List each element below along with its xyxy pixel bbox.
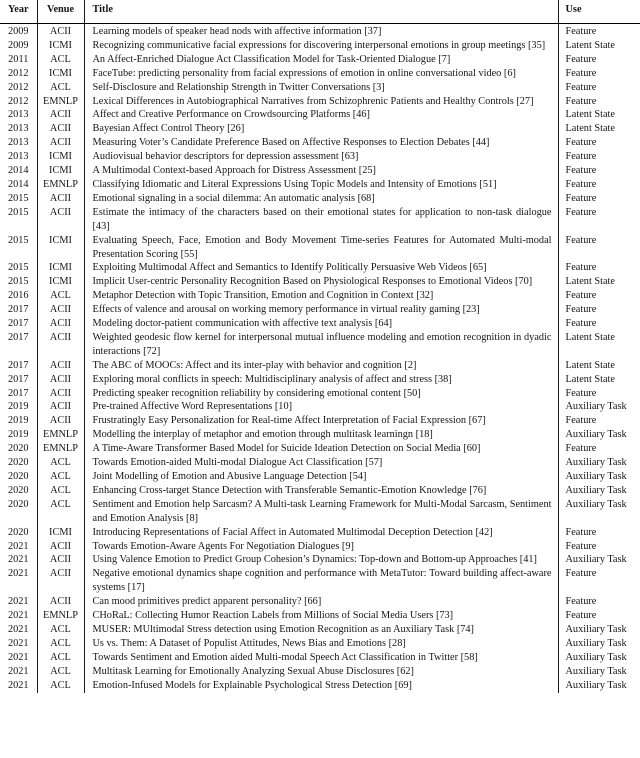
- column-header-year: Year: [0, 0, 37, 24]
- venue-cell: ICMI: [37, 39, 84, 53]
- venue-cell: ACL: [37, 484, 84, 498]
- table-row: [0, 414, 640, 428]
- use-cell: Feature: [565, 443, 597, 455]
- title-cell: Bayesian Affect Control Theory [26]: [84, 122, 558, 136]
- table-row: [0, 39, 640, 53]
- title-cell: Towards Sentiment and Emotion aided Multi-modal Speech Act Classification in Twitter [58]: [84, 651, 558, 665]
- year-cell: 2020: [0, 456, 37, 470]
- title-cell: MUSER: MUltimodal Stress detection using Emotion Recognition as an Auxiliary Task [74]: [84, 623, 558, 637]
- table-row: [0, 234, 640, 262]
- use-cell: Feature: [565, 151, 597, 163]
- year-cell: 2020: [0, 470, 37, 484]
- title-cell: Weighted geodesic flow kernel for interpersonal mutual influence modeling and emotion recognition in dyadic interactions [72]: [84, 331, 558, 359]
- venue-cell: ACII: [37, 595, 84, 609]
- year-cell: 2017: [0, 331, 37, 359]
- venue-cell: ICMI: [37, 261, 84, 275]
- use-cell: Auxiliary Task: [565, 623, 627, 635]
- venue-cell: ACII: [37, 540, 84, 554]
- title-cell: Sentiment and Emotion help Sarcasm? A Multi-task Learning Framework for Multi-Modal Sarcasm, Sentiment and Emotion Analysis [8]: [84, 498, 558, 526]
- table-row: [0, 178, 640, 192]
- table-row: [0, 150, 640, 164]
- title-cell: Joint Modelling of Emotion and Abusive Language Detection [54]: [84, 470, 558, 484]
- title-cell: CHoRaL: Collecting Humor Reaction Labels from Millions of Social Media Users [73]: [84, 609, 558, 623]
- venue-cell: ACL: [37, 289, 84, 303]
- title-cell: Frustratingly Easy Personalization for Real-time Affect Interpretation of Facial Expression [67]: [84, 414, 558, 428]
- year-cell: 2015: [0, 261, 37, 275]
- table-row: [0, 609, 640, 623]
- title-cell: Self-Disclosure and Relationship Strength in Twitter Conversations [3]: [84, 81, 558, 95]
- use-cell: Auxiliary Task: [565, 471, 627, 482]
- year-cell: 2009: [0, 39, 37, 53]
- venue-cell: ACL: [37, 623, 84, 637]
- use-cell: Feature: [565, 610, 597, 622]
- year-cell: 2020: [0, 526, 37, 540]
- use-cell: Latent State: [565, 359, 615, 371]
- use-cell: Feature: [565, 526, 597, 538]
- use-cell: Feature: [565, 53, 597, 65]
- use-cell: Latent State: [565, 39, 615, 51]
- title-cell: Can mood primitives predict apparent personality? [66]: [84, 595, 558, 609]
- year-cell: 2019: [0, 400, 37, 414]
- table-row: [0, 595, 640, 609]
- use-cell: Feature: [565, 415, 597, 427]
- year-cell: 2021: [0, 665, 37, 679]
- venue-cell: ICMI: [37, 526, 84, 540]
- year-cell: 2021: [0, 567, 37, 595]
- title-cell: Enhancing Cross-target Stance Detection with Transferable Semantic-Emotion Knowledge [76]: [84, 484, 558, 498]
- year-cell: 2013: [0, 136, 37, 150]
- title-cell: Exploring moral conflicts in speech: Multidisciplinary analysis of affect and stress [38]: [84, 373, 558, 387]
- use-cell: Feature: [565, 178, 597, 190]
- table-row: [0, 387, 640, 401]
- table-row: [0, 456, 640, 470]
- year-cell: 2014: [0, 164, 37, 178]
- year-cell: 2009: [0, 24, 37, 39]
- venue-cell: ACII: [37, 192, 84, 206]
- year-cell: 2014: [0, 178, 37, 192]
- year-cell: 2019: [0, 428, 37, 442]
- use-cell: Latent State: [565, 109, 615, 121]
- year-cell: 2017: [0, 359, 37, 373]
- year-cell: 2015: [0, 192, 37, 206]
- venue-cell: ACL: [37, 498, 84, 526]
- table-row: [0, 470, 640, 484]
- year-cell: 2020: [0, 484, 37, 498]
- use-cell: Auxiliary Task: [565, 665, 627, 677]
- year-cell: 2020: [0, 498, 37, 526]
- title-cell: Exploiting Multimodal Affect and Semantics to Identify Politically Persuasive Web Videos [65]: [84, 261, 558, 275]
- table-row: [0, 136, 640, 150]
- use-cell: Auxiliary Task: [565, 484, 627, 496]
- venue-cell: ACL: [37, 637, 84, 651]
- table-row: [0, 400, 640, 414]
- table-row: [0, 623, 640, 637]
- table-row: [0, 498, 640, 526]
- table-header: [0, 0, 640, 24]
- year-cell: 2013: [0, 150, 37, 164]
- use-cell: Feature: [565, 165, 597, 177]
- year-cell: 2019: [0, 414, 37, 428]
- title-cell: Evaluating Speech, Face, Emotion and Body Movement Time-series Features for Automated Multi-modal Presentation Scoring [55]: [84, 234, 558, 262]
- table-row: [0, 359, 640, 373]
- year-cell: 2015: [0, 234, 37, 262]
- year-cell: 2015: [0, 206, 37, 234]
- venue-cell: ACII: [37, 303, 84, 317]
- use-cell: Auxiliary Task: [565, 429, 627, 441]
- title-cell: Estimate the intimacy of the characters based on their emotional states for application to non-task dialogue [43]: [84, 206, 558, 234]
- venue-cell: ACII: [37, 24, 84, 39]
- use-cell: Auxiliary Task: [565, 457, 627, 469]
- title-cell: Negative emotional dynamics shape cognition and performance with MetaTutor: Toward building affect-aware systems [17]: [84, 567, 558, 595]
- title-cell: Using Valence Emotion to Predict Group Cohesion’s Dynamics: Top-down and Bottom-up Approaches [41]: [84, 553, 558, 567]
- venue-cell: ACL: [37, 651, 84, 665]
- table-row: [0, 484, 640, 498]
- title-cell: Emotion-Infused Models for Explainable Psychological Stress Detection [69]: [84, 679, 558, 693]
- table-row: [0, 275, 640, 289]
- table-row: [0, 637, 640, 651]
- use-cell: Auxiliary Task: [565, 554, 627, 566]
- use-cell: Feature: [565, 387, 597, 399]
- title-cell: Emotional signaling in a social dilemma: An automatic analysis [68]: [84, 192, 558, 206]
- table-row: [0, 317, 640, 331]
- title-cell: Towards Emotion-Aware Agents For Negotiation Dialogues [9]: [84, 540, 558, 554]
- title-cell: An Affect-Enriched Dialogue Act Classification Model for Task-Oriented Dialogue [7]: [84, 53, 558, 67]
- title-cell: Classifying Idiomatic and Literal Expressions Using Topic Models and Intensity of Emotions [51]: [84, 178, 558, 192]
- use-cell: Feature: [565, 304, 597, 316]
- venue-cell: ACII: [37, 108, 84, 122]
- venue-cell: ACL: [37, 470, 84, 484]
- table-row: [0, 122, 640, 136]
- table-row: [0, 24, 640, 39]
- venue-cell: ICMI: [37, 234, 84, 262]
- title-cell: Implicit User-centric Personality Recognition Based on Physiological Responses to Emotional Videos [70]: [84, 275, 558, 289]
- venue-cell: ICMI: [37, 67, 84, 81]
- title-cell: A Multimodal Context-based Approach for Distress Assessment [25]: [84, 164, 558, 178]
- use-cell: Latent State: [565, 123, 615, 135]
- use-cell: Auxiliary Task: [565, 498, 627, 510]
- use-cell: Feature: [565, 192, 597, 204]
- table-row: [0, 428, 640, 442]
- use-cell: Feature: [565, 262, 597, 274]
- title-cell: Modeling doctor-patient communication with affective text analysis [64]: [84, 317, 558, 331]
- year-cell: 2021: [0, 623, 37, 637]
- year-cell: 2017: [0, 387, 37, 401]
- title-cell: Pre-trained Affective Word Representations [10]: [84, 400, 558, 414]
- title-cell: Introducing Representations of Facial Affect in Automated Multimodal Deception Detection [42]: [84, 526, 558, 540]
- title-cell: Learning models of speaker head nods with affective information [37]: [84, 24, 558, 39]
- table-row: [0, 373, 640, 387]
- table-row: [0, 95, 640, 109]
- venue-cell: ACL: [37, 81, 84, 95]
- table-row: [0, 192, 640, 206]
- year-cell: 2021: [0, 679, 37, 693]
- table-row: [0, 567, 640, 595]
- table-row: [0, 206, 640, 234]
- title-cell: Lexical Differences in Autobiographical Narratives from Schizophrenic Patients and Healthy Controls [27]: [84, 95, 558, 109]
- title-cell: Multitask Learning for Emotionally Analyzing Sexual Abuse Disclosures [62]: [84, 665, 558, 679]
- title-cell: Affect and Creative Performance on Crowdsourcing Platforms [46]: [84, 108, 558, 122]
- venue-cell: ACL: [37, 456, 84, 470]
- title-cell: Recognizing communicative facial expressions for discovering interpersonal emotions in group meetings [35]: [84, 39, 558, 53]
- title-cell: Modelling the interplay of metaphor and emotion through multitask learningn [18]: [84, 428, 558, 442]
- use-cell: Feature: [565, 95, 597, 107]
- venue-cell: ACL: [37, 665, 84, 679]
- venue-cell: EMNLP: [37, 428, 84, 442]
- year-cell: 2013: [0, 108, 37, 122]
- table-row: [0, 303, 640, 317]
- table-row: [0, 526, 640, 540]
- year-cell: 2020: [0, 442, 37, 456]
- table-row: [0, 665, 640, 679]
- venue-cell: EMNLP: [37, 95, 84, 109]
- title-cell: Audiovisual behavior descriptors for depression assessment [63]: [84, 150, 558, 164]
- table-row: [0, 331, 640, 359]
- venue-cell: ACII: [37, 373, 84, 387]
- use-cell: Auxiliary Task: [565, 651, 627, 663]
- venue-cell: EMNLP: [37, 609, 84, 623]
- table-body: [0, 24, 640, 693]
- year-cell: 2021: [0, 595, 37, 609]
- use-cell: Auxiliary Task: [565, 401, 627, 413]
- venue-cell: ACII: [37, 331, 84, 359]
- venue-cell: ACII: [37, 553, 84, 567]
- title-cell: Measuring Voter’s Candidate Preference Based on Affective Responses to Election Debates [44]: [84, 136, 558, 150]
- year-cell: 2017: [0, 317, 37, 331]
- use-cell: Latent State: [565, 331, 615, 343]
- venue-cell: ACII: [37, 359, 84, 373]
- table-row: [0, 53, 640, 67]
- venue-cell: ICMI: [37, 164, 84, 178]
- year-cell: 2017: [0, 373, 37, 387]
- table-row: [0, 108, 640, 122]
- venue-cell: ICMI: [37, 275, 84, 289]
- table-row: [0, 289, 640, 303]
- venue-cell: ACL: [37, 53, 84, 67]
- column-header-use: Use: [558, 0, 640, 24]
- use-cell: Feature: [565, 206, 597, 218]
- title-cell: The ABC of MOOCs: Affect and its inter-play with behavior and cognition [2]: [84, 359, 558, 373]
- venue-cell: ICMI: [37, 150, 84, 164]
- year-cell: 2016: [0, 289, 37, 303]
- year-cell: 2011: [0, 53, 37, 67]
- column-header-venue: Venue: [37, 0, 84, 24]
- venue-cell: ACII: [37, 317, 84, 331]
- year-cell: 2013: [0, 122, 37, 136]
- venue-cell: ACL: [37, 679, 84, 693]
- venue-cell: ACII: [37, 206, 84, 234]
- title-cell: A Time-Aware Transformer Based Model for Suicide Ideation Detection on Social Media [60]: [84, 442, 558, 456]
- title-cell: FaceTube: predicting personality from facial expressions of emotion in online conversational video [6]: [84, 67, 558, 81]
- year-cell: 2021: [0, 651, 37, 665]
- table-row: [0, 679, 640, 693]
- title-cell: Towards Emotion-aided Multi-modal Dialogue Act Classification [57]: [84, 456, 558, 470]
- use-cell: Latent State: [565, 373, 615, 385]
- table-row: [0, 67, 640, 81]
- venue-cell: ACII: [37, 136, 84, 150]
- table-row: [0, 553, 640, 567]
- use-cell: Feature: [565, 81, 597, 93]
- table-row: [0, 651, 640, 665]
- use-cell: Feature: [565, 596, 597, 608]
- use-cell: Feature: [565, 540, 597, 552]
- use-cell: Auxiliary Task: [565, 679, 627, 691]
- use-cell: Feature: [565, 234, 597, 246]
- venue-cell: EMNLP: [37, 178, 84, 192]
- use-cell: Feature: [565, 26, 597, 37]
- table-row: [0, 164, 640, 178]
- use-cell: Feature: [565, 290, 597, 302]
- header-row: [0, 0, 640, 24]
- use-cell: Feature: [565, 318, 597, 330]
- title-cell: Us vs. Them: A Dataset of Populist Attitudes, News Bias and Emotions [28]: [84, 637, 558, 651]
- column-header-title: Title: [84, 0, 558, 24]
- title-cell: Effects of valence and arousal on working memory performance in virtual reality gaming [23]: [84, 303, 558, 317]
- use-cell: Feature: [565, 568, 597, 580]
- use-cell: Feature: [565, 67, 597, 79]
- year-cell: 2012: [0, 67, 37, 81]
- venue-cell: ACII: [37, 567, 84, 595]
- venue-cell: ACII: [37, 122, 84, 136]
- venue-cell: EMNLP: [37, 442, 84, 456]
- use-cell: Latent State: [565, 276, 615, 288]
- table-row: [0, 540, 640, 554]
- year-cell: 2012: [0, 95, 37, 109]
- venue-cell: ACII: [37, 387, 84, 401]
- year-cell: 2021: [0, 609, 37, 623]
- year-cell: 2017: [0, 303, 37, 317]
- venue-cell: ACII: [37, 414, 84, 428]
- title-cell: Predicting speaker recognition reliability by considering emotional content [50]: [84, 387, 558, 401]
- year-cell: 2021: [0, 540, 37, 554]
- table-row: [0, 81, 640, 95]
- title-cell: Metaphor Detection with Topic Transition, Emotion and Cognition in Context [32]: [84, 289, 558, 303]
- year-cell: 2015: [0, 275, 37, 289]
- venue-cell: ACII: [37, 400, 84, 414]
- use-cell: Feature: [565, 137, 597, 149]
- year-cell: 2021: [0, 637, 37, 651]
- table-row: [0, 442, 640, 456]
- year-cell: 2021: [0, 553, 37, 567]
- use-cell: Auxiliary Task: [565, 637, 627, 649]
- year-cell: 2012: [0, 81, 37, 95]
- table-row: [0, 261, 640, 275]
